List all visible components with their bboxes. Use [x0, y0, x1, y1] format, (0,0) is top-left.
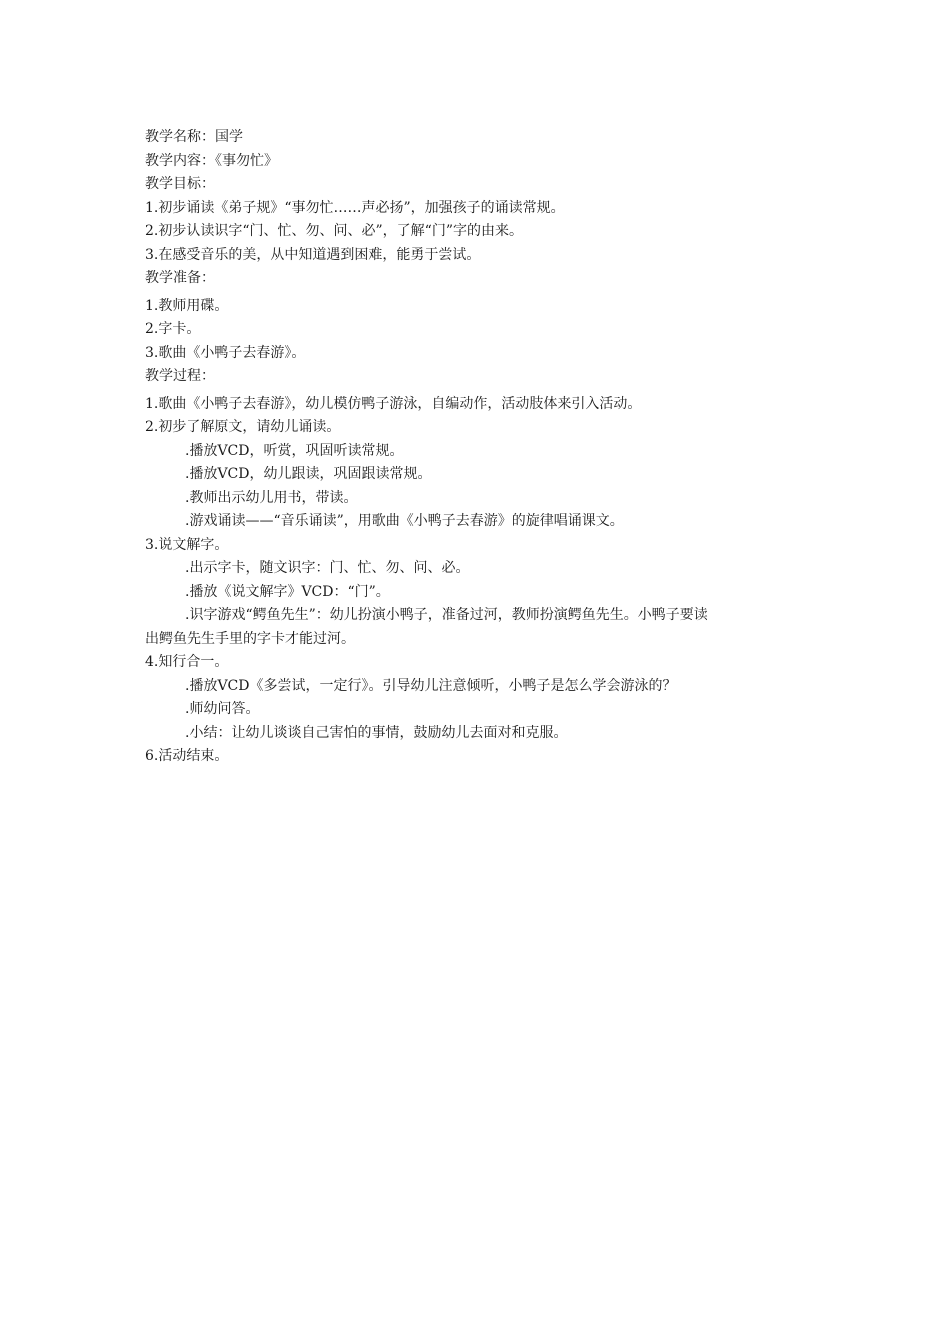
process-step-4-title: 4.知行合一。 — [145, 654, 229, 670]
process-substep: .小结：让幼儿谈谈自己害怕的事情，鼓励幼儿去面对和克服。 — [185, 724, 568, 741]
objective-item: 3.在感受音乐的美，从中知道遇到困难，能勇于尝试。 — [145, 246, 481, 263]
process-substep: .出示字卡，随文识字：门、忙、勿、问、必。 — [185, 560, 470, 576]
objective-item: 1.初步诵读《弟子规》“事勿忙……声必扬”，加强孩子的诵读常规。 — [145, 199, 565, 216]
process-step-1: 1.歌曲《小鸭子去春游》，幼儿模仿鸭子游泳，自编动作，活动肢体来引入活动。 — [145, 395, 642, 412]
process-substep: .播放VCD《多尝试，一定行》。引导幼儿注意倾听，小鸭子是怎么学会游泳的？ — [185, 677, 677, 694]
lesson-content: 教学内容：《事勿忙》 — [145, 152, 278, 169]
objectives-heading: 教学目标： — [145, 176, 215, 192]
preparation-item: 2.字卡。 — [145, 321, 201, 337]
process-substep: .播放VCD，听赏，巩固听读常规。 — [185, 442, 404, 459]
objective-item: 2.初步认读识字“门、忙、勿、问、必”，了解“门”字的由来。 — [145, 223, 523, 239]
lesson-name: 教学名称：国学 — [145, 129, 243, 145]
preparation-item: 1.教师用碟。 — [145, 297, 229, 314]
preparation-heading: 教学准备： — [145, 270, 215, 286]
process-step-2-title: 2.初步了解原文，请幼儿诵读。 — [145, 419, 341, 435]
process-substep: .游戏诵读——“音乐诵读”，用歌曲《小鸭子去春游》的旋律唱诵课文。 — [185, 513, 624, 529]
process-heading: 教学过程： — [145, 368, 215, 384]
process-step-6: 6.活动结束。 — [145, 748, 229, 764]
preparation-item: 3.歌曲《小鸭子去春游》。 — [145, 344, 306, 361]
lesson-plan-body — [145, 126, 815, 769]
process-substep: .播放《说文解字》VCD：“门”。 — [185, 583, 390, 600]
process-substep-game: .识字游戏“鳄鱼先生”：幼儿扮演小鸭子，准备过河，教师扮演鳄鱼先生。小鸭子要读 — [185, 607, 708, 623]
process-substep: .播放VCD，幼儿跟读，巩固跟读常规。 — [185, 466, 432, 482]
process-substep: .教师出示幼儿用书，带读。 — [185, 489, 358, 506]
process-substep-game-continued: 出鳄鱼先生手里的字卡才能过河。 — [145, 630, 355, 647]
process-step-3-title: 3.说文解字。 — [145, 536, 229, 553]
process-substep: .师幼问答。 — [185, 701, 260, 717]
